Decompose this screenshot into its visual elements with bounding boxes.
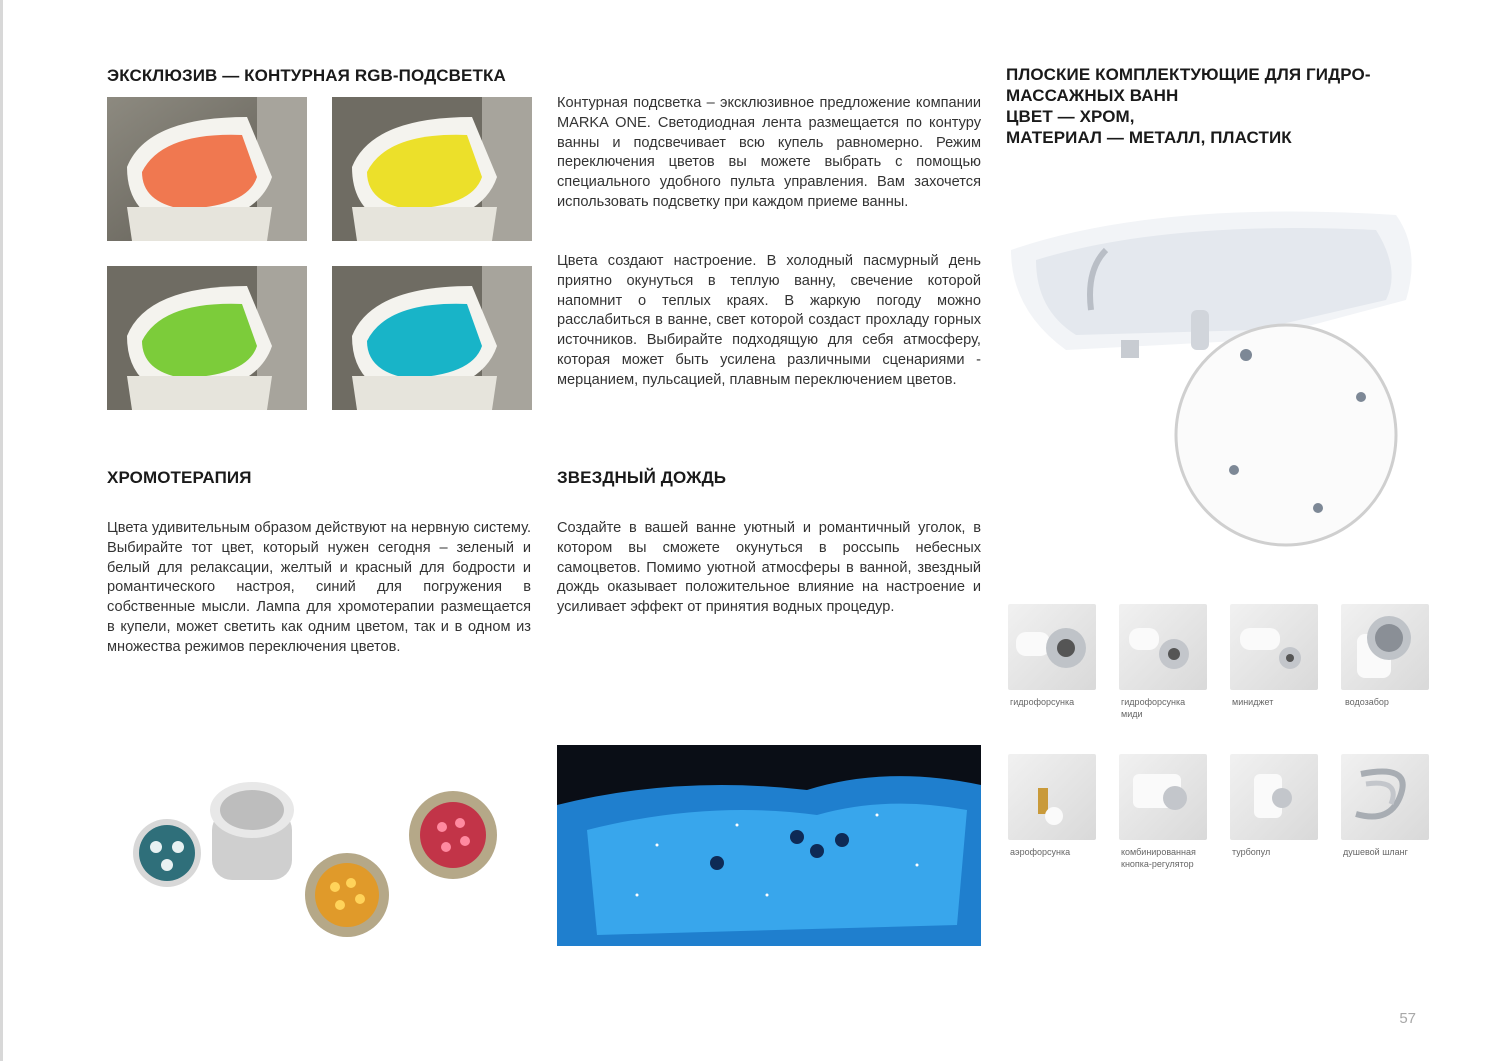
- water-intake-icon: [1341, 604, 1429, 690]
- combo-button-icon: [1119, 754, 1207, 840]
- air-jet-icon: [1008, 754, 1096, 840]
- part-label-2: гидрофорсунка миди: [1121, 697, 1186, 719]
- shower-hose-icon: [1341, 754, 1429, 840]
- page-edge: [0, 0, 3, 1061]
- part-thumb-7: [1230, 754, 1318, 840]
- part-label-7: турбопул: [1232, 847, 1271, 857]
- bath-photo-yellow: [332, 97, 532, 241]
- mini-jet-icon: [1230, 604, 1318, 690]
- part-thumb-5: [1008, 754, 1096, 840]
- part-thumb-1: [1008, 604, 1096, 690]
- chromotherapy-lamps-photo: [120, 775, 510, 955]
- heading-star-rain: ЗВЕЗДНЫЙ ДОЖДЬ: [557, 468, 727, 487]
- heading-parts-line-2: МАССАЖНЫХ ВАНН: [1006, 86, 1179, 105]
- heading-chromotherapy: ХРОМОТЕРАПИЯ: [107, 468, 252, 487]
- part-thumb-2: [1119, 604, 1207, 690]
- part-label-1: гидрофорсунка: [1010, 697, 1075, 707]
- bath-photo-cyan: [332, 266, 532, 410]
- part-thumb-8: [1341, 754, 1429, 840]
- chromotherapy-paragraph: Цвета удивительным образом действуют на нервную систему. Выбирайте тот цвет, который нужен сегодня – зеленый и белый для релаксации, желтый и красный для бодрости и романтического настроя, синий для погружения в собственные мысли. Лампа для хромотерапии размещается в купели, может светить как одним цветом, так и в одном из множества режимов переключения цветов.: [107, 520, 531, 655]
- rgb-paragraph-1: Контурная подсветка – эксклюзивное предложение компании MARKA ONE. Светодиодная лента размещается по контуру ванны и подсвечивает всю купель равномерно. Режим переключения цветов вы можете выбрать с помощью специального удобного пульта управления. Вам захочется использовать подсветку при каждом приеме ванны.: [557, 95, 981, 210]
- bath-photo-orange: [107, 97, 307, 241]
- part-thumb-6: [1119, 754, 1207, 840]
- heading-parts: [1006, 64, 1371, 148]
- part-label-5: аэрофорсунка: [1010, 847, 1071, 857]
- midi-jet-icon: [1119, 604, 1207, 690]
- star-rain-paragraph: Создайте в вашей ванне уютный и романтичный уголок, в котором вы сможете окунуться в россыпь небесных самоцветов. Помимо уютной атмосферы в ванной, звездный дождь оказывает положительное влияние на настроение и усиливает эффект от принятия водных процедур.: [557, 520, 981, 616]
- heading-parts-line-4: МАТЕРИАЛ — МЕТАЛЛ, ПЛАСТИК: [1006, 128, 1292, 147]
- part-label-4: водозабор: [1345, 697, 1389, 707]
- jet-bath-photo: [1006, 190, 1426, 560]
- part-label-6: комбинированная кнопка-регулятор: [1121, 847, 1196, 869]
- part-thumb-4: [1341, 604, 1429, 690]
- bath-photo-green: [107, 266, 307, 410]
- part-thumb-3: [1230, 604, 1318, 690]
- turbopool-icon: [1230, 754, 1318, 840]
- heading-parts-line-1: ПЛОСКИЕ КОМПЛЕКТУЮЩИЕ ДЛЯ ГИДРО-: [1006, 65, 1371, 84]
- heading-rgb: ЭКСКЛЮЗИВ — КОНТУРНАЯ RGB-ПОДСВЕТКА: [107, 66, 506, 85]
- rgb-paragraph-2: Цвета создают настроение. В холодный пасмурный день приятно окунуться в теплую ванну, свечение которой напомнит о теплых краях. В жаркую погоду можно расслабиться в ванне, свет которой создаст прохладу горных источников. Выбирайте подходящую для себя атмосферу, которая может быть усилена различными сценариями - мерцанием, пульсацией, плавным переключением цветов.: [557, 253, 981, 388]
- jet-nozzle-icon: [1008, 604, 1096, 690]
- part-label-8: душевой шланг: [1343, 847, 1408, 857]
- page-number: 57: [1399, 1010, 1416, 1027]
- heading-parts-line-3: ЦВЕТ — ХРОМ,: [1006, 107, 1135, 126]
- part-label-3: миниджет: [1232, 697, 1274, 707]
- star-rain-photo: [557, 745, 981, 946]
